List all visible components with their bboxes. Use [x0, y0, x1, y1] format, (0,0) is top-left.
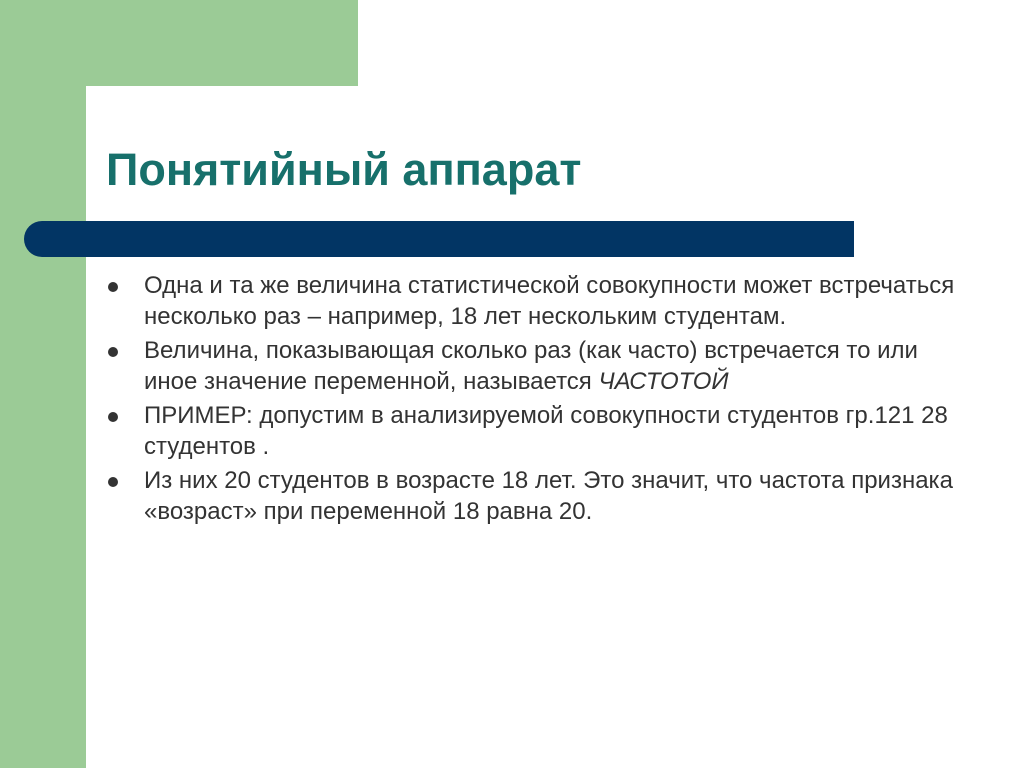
list-item: [106, 465, 966, 527]
bullet-dot-icon: [108, 477, 118, 487]
bullet-text: Из них 20 студентов в возрасте 18 лет. Это значит, что частота признака «возраст» при переменной 18 равна 20.: [144, 467, 953, 525]
bullet-list: [106, 270, 966, 530]
bullet-text: Величина, показывающая сколько раз (как часто) встречается то или иное значение переменной, называется: [144, 337, 918, 395]
slide-title: Понятийный аппарат: [106, 144, 582, 195]
list-item: [106, 270, 966, 332]
bullet-text: ПРИМЕР: допустим в анализируемой совокупности студентов гр.121 28 студентов .: [144, 402, 948, 460]
bullet-dot-icon: [108, 347, 118, 357]
list-item: [106, 335, 966, 397]
decorative-green-band-left: [0, 0, 86, 768]
list-item: [106, 400, 966, 462]
bullet-text: Одна и та же величина статистической совокупности может встречаться несколько раз – например, 18 лет нескольким студентам.: [144, 272, 955, 330]
bullet-dot-icon: [108, 412, 118, 422]
bullet-dot-icon: [108, 282, 118, 292]
title-underline-bar: [24, 221, 854, 257]
emphasized-term: ЧАСТОТОЙ: [598, 368, 729, 395]
decorative-green-band-top: [0, 0, 358, 86]
